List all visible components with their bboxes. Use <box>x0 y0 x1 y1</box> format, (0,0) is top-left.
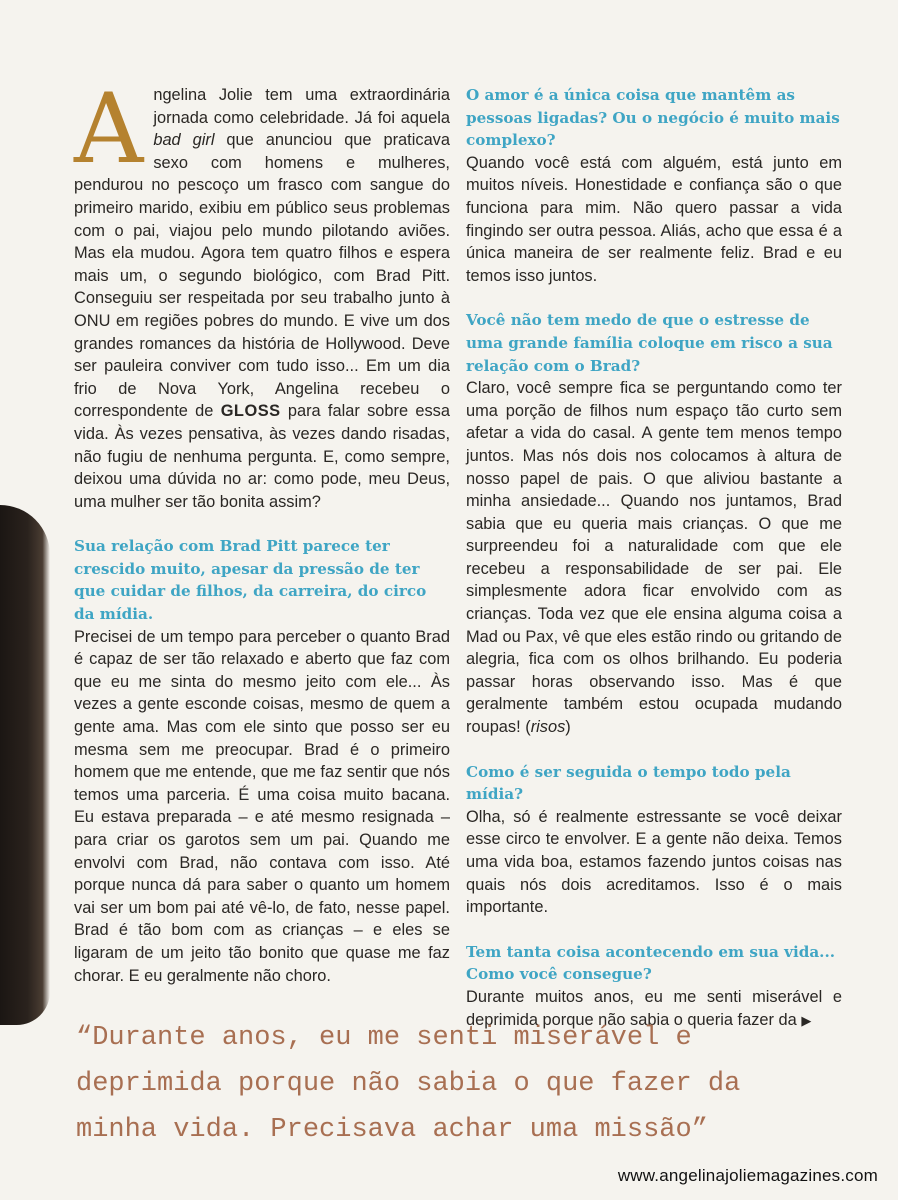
answer-5: Durante muitos anos, eu me senti miserável e deprimida porque não sabia o queria fazer da ▶ <box>466 987 842 1029</box>
gloss-brand: GLOSS <box>220 402 281 421</box>
answer-1: Precisei de um tempo para perceber o quanto Brad é capaz de ser tão relaxado e aberto que faz com que eu me sinta do mesmo jeito com ele... Às vezes a gente esconde coisas, mesmo de quem a gente ama. Mas com ele sinto que posso ser eu mesma sem me preocupar. Brad é o primeiro homem que me entende, que me faz sentir que nós temos uma parceria. É uma coisa muito bacana. Eu estava preparada – e até mesmo resignada – para criar os garotos sem um pai. Quando me envolvi com Brad, não contava com isso. Até porque nunca dá para saber o quanto um homem vai ser um bom pai até vê-lo, de fato, nesse papel. Brad é tão bom com as crianças – e eles se ligaram de um jeito tão bonito que quase me faz chorar. E eu geralmente não choro. <box>74 627 450 985</box>
spacer <box>466 919 842 941</box>
bad-girl-term: bad girl <box>153 131 215 150</box>
continue-arrow-icon: ▶ <box>801 1012 812 1028</box>
photo-edge <box>0 505 50 1025</box>
pull-quote-line-3: minha vida. Precisava achar uma missão” <box>76 1115 708 1145</box>
question-3: Você não tem medo de que o estresse de uma grande família coloque em risco a sua relação com o Brad? <box>466 311 833 375</box>
spacer <box>74 513 450 535</box>
left-column <box>74 73 450 987</box>
watermark: www.angelinajoliemagazines.com <box>617 1166 878 1185</box>
spacer <box>466 739 842 761</box>
spacer <box>466 287 842 309</box>
answer-4: Olha, só é realmente estressante se você deixar esse circo te envolver. E a gente não deixa. Temos uma vida boa, estamos fazendo juntos coisas nas quais nós dois acreditamos. Isso é o mais importante. <box>466 807 842 917</box>
pull-quote-line-2: deprimida porque não sabia o que fazer da <box>76 1069 741 1099</box>
question-1: Sua relação com Brad Pitt parece ter crescido muito, apesar da pressão de ter que cuidar de filhos, da carreira, do circo da mídia. <box>74 537 427 624</box>
right-column <box>466 84 842 1032</box>
answer-2: Quando você está com alguém, está junto em muitos níveis. Honestidade e confiança são o que funciona para mim. Não quero passar a vida fingindo ser outra pessoa. Aliás, acho que essa é a única maneira de ser realmente feliz. Brad e eu temos isso juntos. <box>466 153 842 285</box>
answer-3: Claro, você sempre fica se perguntando como ter uma porção de filhos num espaço tão curto sem afetar a vida do casal. A gente tem menos tempo juntos. Mas nós dois nos colocamos à altura de nosso papel de pais. O que aliviou bastante a minha ansiedade... Quando nos juntamos, Brad sabia que eu queria mais crianças. O que me surpreendeu foi a naturalidade com que ele recebeu a responsabilidade de ser pai. Ele simplesmente adora ficar envolvido com as crianças. Toda vez que ele ensina alguma coisa a Mad ou Pax, vê que eles estão rindo ou gritando de alegria, fica com os olhos brilhando. Eu poderia passar horas observando isso. Mas é que geralmente também estou ocupada mudando roupas! (risos) <box>466 379 842 737</box>
intro-paragraph: Angelina Jolie tem uma extraordinária jornada como celebridade. Já foi aquela bad girl que anunciou que praticava sexo com homens e mulheres, pendurou no pescoço um frasco com sangue do primeiro marido, exibiu em público seus problemas com o pai, viajou pelo mundo pilotando aviões. Mas ela mudou. Agora tem quatro filhos e espera mais um, o segundo biológico, com Brad Pitt. Conseguiu ser respeitada por seu trabalho junto à ONU em regiões pobres do mundo. E vive um dos grandes romances da história de Hollywood. Deve ser pauleira conviver com tudo isso... Em um dia frio de Nova York, Angelina recebeu o correspondente de GLOSS para falar sobre essa vida. Às vezes pensativa, às vezes dando risadas, não fugiu de nenhuma pergunta. E, como sempre, deixou uma dúvida no ar: como pode, meu Deus, uma mulher ser tão bonita assim? <box>74 73 450 511</box>
question-5: Tem tanta coisa acontecendo em sua vida... Como você consegue? <box>466 942 836 984</box>
pull-quote <box>76 1012 876 1153</box>
dropcap: A <box>74 73 144 185</box>
question-4: Como é ser seguida o tempo todo pela mídia? <box>466 762 791 804</box>
question-2: O amor é a única coisa que mantêm as pessoas ligadas? Ou o negócio é muito mais complexo? <box>466 86 840 150</box>
pull-quote-line-1: “Durante anos, eu me senti miserável e <box>76 1023 692 1053</box>
